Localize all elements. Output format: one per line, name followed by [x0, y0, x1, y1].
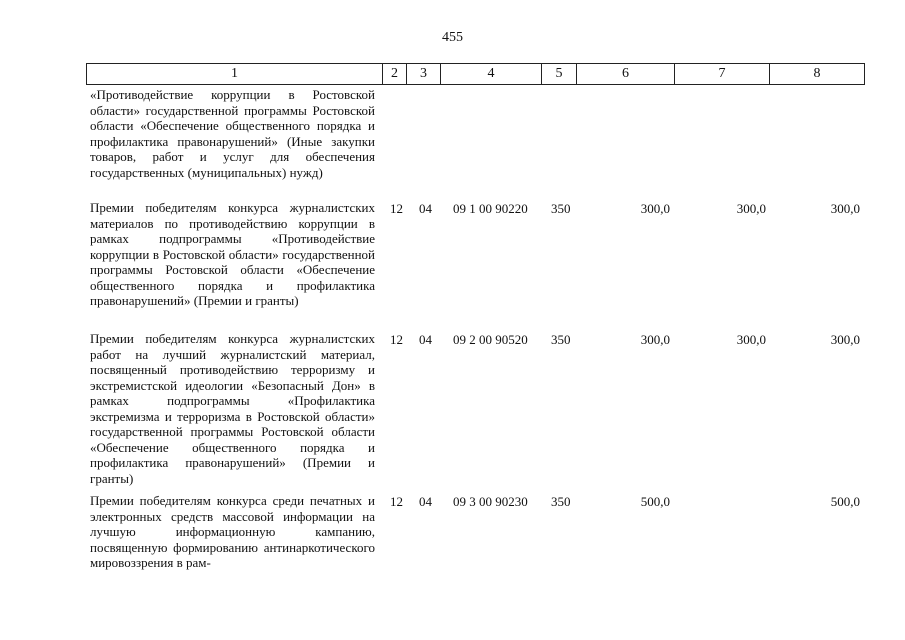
table-row-text: Премии победителям конкурса журналистских работ на лучший журналистский материал, посвященный противодействию терроризму и экстремистской идеологии «Безопасный Дон» в рамках подпрограммы «Профилактика экстремизма и терроризма в Ростовской области» государственной программы Ростовской области «Обеспечение общественного порядка и профилактика правонарушений» (Премии и гранты) [90, 331, 375, 486]
expense-type-code: 350 [551, 201, 571, 216]
expense-type-code: 350 [551, 332, 571, 347]
column-header-5: 5 [542, 64, 577, 84]
amount-col-8: 300,0 [830, 332, 860, 347]
section-code: 12 [390, 494, 403, 509]
amount-col-8: 300,0 [830, 201, 860, 216]
section-code: 12 [390, 201, 403, 216]
subsection-code: 04 [419, 494, 432, 509]
subsection-code: 04 [419, 332, 432, 347]
table-row-text: «Противодействие коррупции в Ростовской области» государственной программы Ростовской области «Обеспечение общественного порядка и профилактика правонарушений» (Иные закупки товаров, работ и услуг для обеспечения государственных (муниципальных) нужд) [90, 87, 375, 180]
target-article-code: 09 2 00 90520 [453, 332, 528, 347]
table-row-text: Премии победителям конкурса среди печатных и электронных средств массовой информации на лучшую информационную кампанию, посвященную формированию антинаркотического мировоззрения в рам- [90, 493, 375, 570]
amount-col-6: 500,0 [640, 494, 670, 509]
expense-type-code: 350 [551, 494, 571, 509]
amount-col-7: 300,0 [736, 201, 766, 216]
target-article-code: 09 3 00 90230 [453, 494, 528, 509]
target-article-code: 09 1 00 90220 [453, 201, 528, 216]
table-header [86, 63, 865, 85]
column-header-6: 6 [577, 64, 675, 84]
amount-col-6: 300,0 [640, 332, 670, 347]
column-header-2: 2 [383, 64, 407, 84]
table-row-text: Премии победителям конкурса журналистских материалов по противодействию коррупции в рамках подпрограммы «Противодействие коррупции в Ростовской области» государственной программы Ростовской области «Обеспечение общественного порядка и профилактика правонарушений» (Премии и гранты) [90, 200, 375, 308]
amount-col-8: 500,0 [830, 494, 860, 509]
section-code: 12 [390, 332, 403, 347]
subsection-code: 04 [419, 201, 432, 216]
column-header-7: 7 [675, 64, 770, 84]
page-number: 455 [442, 30, 463, 45]
column-header-4: 4 [441, 64, 542, 84]
amount-col-7: 300,0 [736, 332, 766, 347]
column-header-8: 8 [813, 66, 821, 81]
column-header-3: 3 [407, 64, 441, 84]
amount-col-6: 300,0 [640, 201, 670, 216]
column-header-1: 1 [87, 64, 383, 84]
